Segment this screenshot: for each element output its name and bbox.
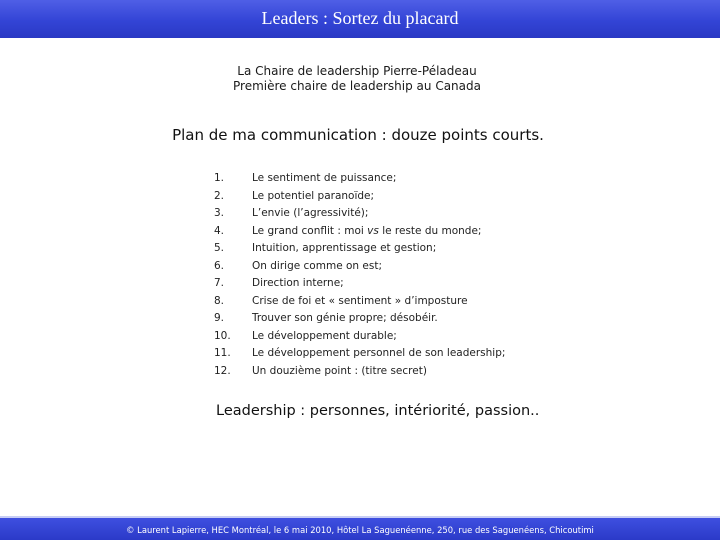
item-number: 7. [214,277,225,289]
item-text: Le potentiel paranoïde; [252,189,375,202]
item-text-before: Le grand conflit : moi [252,224,368,237]
points-list [214,170,505,380]
list-item [214,188,505,206]
list-item [214,363,505,381]
item-number: 9. [214,312,225,324]
list-item [214,170,505,188]
subtitle-line-2: Première chaire de leadership au Canada [233,79,481,93]
footer-bar [0,516,720,540]
list-item [214,223,505,241]
item-text: Crise de foi et « sentiment » d’imposture [252,294,468,307]
item-number: 12. [214,364,231,377]
list-item [214,293,505,311]
item-text: Trouver son génie propre; désobéir. [252,312,438,324]
item-text: Le développement personnel de son leadership; [252,347,506,359]
item-text: Le sentiment de puissance; [252,172,397,184]
item-number: 8. [214,294,225,307]
item-text: Un douzième point : (titre secret) [252,364,427,377]
list-item [214,240,505,258]
item-number: 5. [214,242,225,254]
list-item [214,275,505,293]
item-number: 11. [214,347,231,359]
item-number: 3. [214,207,225,219]
conclusion-text: Leadership : personnes, intériorité, passion.. [216,403,540,419]
header-bar [0,0,720,38]
item-text: Intuition, apprentissage et gestion; [252,242,437,254]
item-number: 6. [214,259,225,272]
subtitle-line-1: La Chaire de leadership Pierre-Péladeau [237,64,477,78]
item-text-after: le reste du monde; [378,224,482,237]
list-item [214,205,505,223]
item-text [252,225,481,237]
item-number: 1. [214,172,225,184]
item-text: On dirige comme on est; [252,259,382,272]
item-text: Direction interne; [252,277,344,289]
item-text: Le développement durable; [252,329,397,342]
item-text: L’envie (l’agressivité); [252,207,369,219]
section-title: Plan de ma communication : douze points courts. [172,126,544,144]
page-title: Leaders : Sortez du placard [261,8,459,28]
item-number: 2. [214,189,225,202]
list-item [214,258,505,276]
copyright-footer: © Laurent Lapierre, HEC Montréal, le 6 mai 2010, Hôtel La Saguenéenne, 250, rue des Saguenéens, Chicoutimi [126,525,594,535]
list-item [214,345,505,363]
item-text-emphasis: vs [367,224,379,237]
item-number: 10. [214,329,231,342]
chair-subtitle [0,64,714,94]
list-item [214,328,505,346]
item-number: 4. [214,224,225,237]
list-item [214,310,505,328]
